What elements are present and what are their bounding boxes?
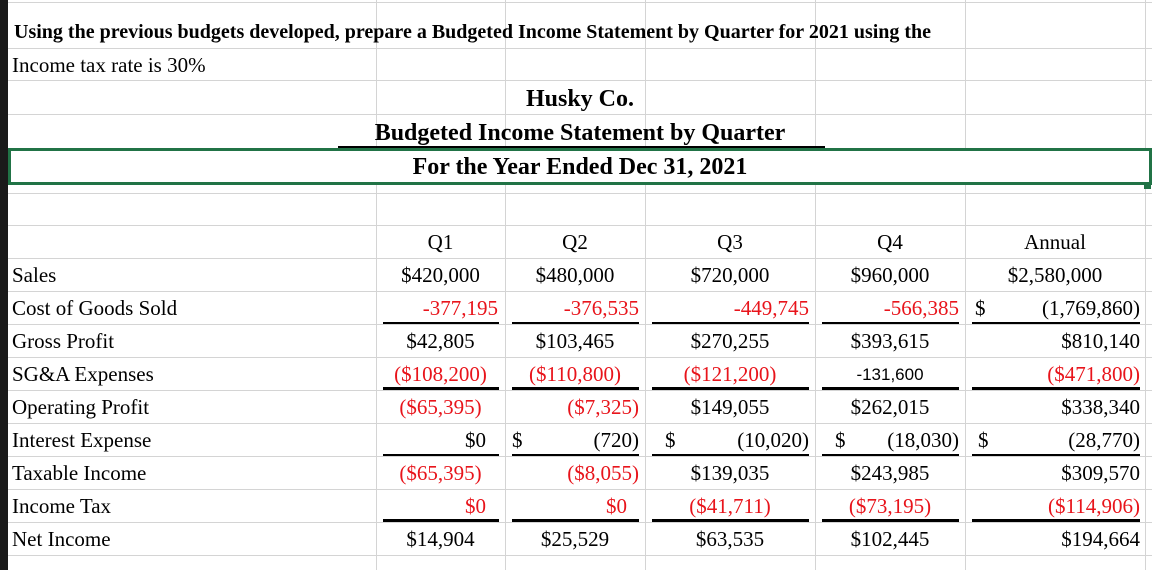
table-cell: $25,529 (540, 527, 610, 551)
table-cell: $63,535 (695, 527, 765, 551)
table-cell: $103,465 (535, 329, 615, 353)
table-cell: $262,015 (850, 395, 930, 419)
table-cell: ($73,195) (848, 494, 932, 518)
table-cell: $2,580,000 (1007, 263, 1103, 287)
gridline (8, 2, 1152, 3)
table-cell: ($121,200) (683, 362, 777, 386)
table-cell: (10,020) (737, 428, 809, 452)
dollar-sign: $ (835, 428, 846, 452)
table-cell: $14,904 (406, 527, 475, 551)
subtotal-line (652, 322, 809, 324)
dollar-sign: $ (975, 296, 986, 320)
table-cell: $270,255 (690, 329, 770, 353)
table-cell: $338,340 (1061, 395, 1140, 419)
subtotal-line (512, 519, 639, 522)
subtotal-line (972, 322, 1140, 324)
table-cell: (28,770) (1068, 428, 1140, 452)
company-name: Husky Co. (525, 86, 635, 112)
table-cell: $149,055 (690, 395, 770, 419)
table-cell: $720,000 (690, 263, 770, 287)
row-label-net-income: Net Income (12, 527, 111, 551)
table-cell: $102,445 (850, 527, 930, 551)
gridline (8, 456, 1152, 457)
table-cell: ($8,055) (567, 461, 639, 485)
table-cell: (720) (593, 428, 639, 452)
dollar-sign: $ (978, 428, 989, 452)
gridline (8, 522, 1152, 523)
gridline (8, 357, 1152, 358)
subtotal-line (652, 387, 809, 390)
table-cell: -131,600 (856, 365, 924, 384)
table-cell: ($65,395) (399, 461, 482, 485)
column-header-annual: Annual (1024, 230, 1086, 254)
table-cell: $480,000 (535, 263, 615, 287)
row-label-interest-expense: Interest Expense (12, 428, 152, 452)
row-label-operating-profit: Operating Profit (12, 395, 150, 419)
table-cell: $243,985 (850, 461, 930, 485)
column-header-q4: Q4 (877, 230, 903, 254)
gridline (8, 555, 1152, 556)
subtotal-line (512, 454, 639, 456)
table-cell: $0 (465, 428, 486, 452)
gridline (8, 193, 1152, 194)
row-label-cogs: Cost of Goods Sold (12, 296, 178, 320)
table-cell: (18,030) (887, 428, 959, 452)
subtotal-line (512, 322, 639, 324)
gridline (1145, 0, 1146, 570)
gridline (8, 423, 1152, 424)
dollar-sign: $ (512, 428, 523, 452)
table-cell: -566,385 (883, 296, 959, 320)
table-cell: ($41,711) (689, 494, 771, 518)
dollar-sign: $ (665, 428, 676, 452)
row-label-sga: SG&A Expenses (12, 362, 154, 386)
column-header-q1: Q1 (427, 230, 454, 254)
fill-handle[interactable] (1144, 182, 1151, 189)
statement-title: Budgeted Income Statement by Quarter (374, 120, 786, 146)
column-header-q3: Q3 (717, 230, 743, 254)
subtotal-line (822, 454, 959, 456)
gridline (8, 291, 1152, 292)
statement-period: For the Year Ended Dec 31, 2021 (412, 154, 748, 180)
table-cell: $0 (465, 494, 486, 518)
table-cell: $393,615 (850, 329, 930, 353)
subtotal-line (822, 387, 959, 390)
row-header-strip (0, 0, 8, 570)
subtotal-line (652, 519, 809, 522)
table-cell: -377,195 (422, 296, 498, 320)
table-cell: $420,000 (401, 263, 480, 287)
gridline (8, 489, 1152, 490)
table-cell: ($108,200) (394, 362, 487, 386)
subtotal-line (383, 454, 499, 456)
table-cell: $0 (606, 494, 627, 518)
subtotal-line (383, 519, 499, 522)
instruction-line-2: Income tax rate is 30% (12, 53, 206, 77)
gridline (8, 324, 1152, 325)
instruction-line-1: Using the previous budgets developed, prepare a Budgeted Income Statement by Quarter for 2021 using the (14, 21, 932, 43)
table-cell: $810,140 (1061, 329, 1140, 353)
table-cell: ($7,325) (567, 395, 639, 419)
subtotal-line (822, 322, 959, 324)
subtotal-line (652, 454, 809, 456)
gridline (8, 48, 1152, 49)
row-label-gross-profit: Gross Profit (12, 329, 115, 353)
subtotal-line (822, 519, 959, 522)
table-cell: ($114,906) (1048, 494, 1140, 518)
subtotal-line (972, 454, 1140, 456)
gridline (8, 114, 1152, 115)
table-cell: $194,664 (1061, 527, 1140, 551)
gridline (8, 390, 1152, 391)
column-header-q2: Q2 (562, 230, 588, 254)
table-cell: ($110,800) (529, 362, 621, 386)
table-cell: $960,000 (850, 263, 930, 287)
table-cell: $42,805 (406, 329, 475, 353)
table-cell: ($471,800) (1047, 362, 1140, 386)
gridline (8, 80, 1152, 81)
row-label-sales: Sales (12, 263, 57, 287)
table-cell: ($65,395) (399, 395, 482, 419)
subtotal-line (383, 387, 499, 390)
subtotal-line (512, 387, 639, 390)
gridline (8, 225, 1152, 226)
subtotal-line (383, 322, 499, 324)
gridline (8, 258, 1152, 259)
subtotal-line (972, 519, 1140, 522)
table-cell: $139,035 (690, 461, 770, 485)
table-cell: -376,535 (563, 296, 639, 320)
table-cell: -449,745 (733, 296, 809, 320)
row-label-taxable-income: Taxable Income (12, 461, 147, 485)
row-label-income-tax: Income Tax (12, 494, 112, 518)
table-cell: $309,570 (1061, 461, 1140, 485)
table-cell: (1,769,860) (1042, 296, 1140, 320)
subtotal-line (972, 387, 1140, 390)
